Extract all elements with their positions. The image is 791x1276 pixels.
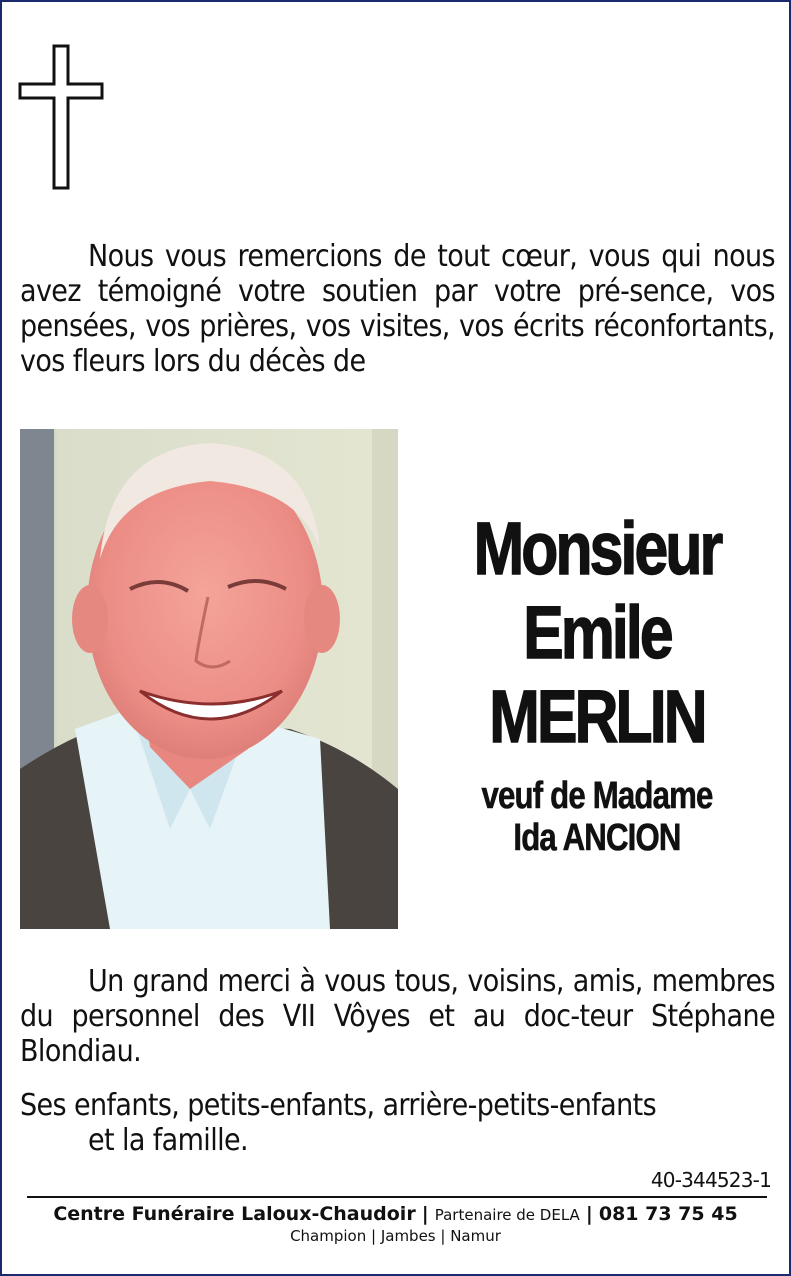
phone-number: 081 73 75 45	[598, 1203, 738, 1225]
first-name: Emile	[523, 591, 671, 674]
funeral-company: Centre Funéraire Laloux-Chaudoir	[53, 1203, 416, 1225]
family-line-1: Ses enfants, petits-enfants, arrière-petits-enfants	[20, 1088, 657, 1123]
portrait-photo	[20, 429, 398, 929]
footer-divider	[27, 1196, 767, 1198]
footer	[2, 1202, 789, 1245]
partner-text: Partenaire de DELA	[434, 1206, 580, 1224]
latin-cross-icon	[18, 44, 104, 190]
footer-locations: Champion | Jambes | Namur	[290, 1227, 501, 1245]
family-signature	[20, 1088, 775, 1158]
family-line-2: et la famille.	[88, 1123, 248, 1158]
reference-number: 40-344523-1	[650, 1168, 771, 1192]
footer-separator: |	[421, 1203, 429, 1225]
widow-line-1: veuf de Madame	[481, 775, 713, 817]
name-title: Monsieur	[473, 507, 721, 590]
thanks-paragraph: Un grand merci à vous tous, voisins, amis, membres du personnel des VII Vôyes et au doc-teur Stéphane Blondiau.	[20, 964, 775, 1069]
widow-line-2: Ida ANCION	[513, 817, 681, 859]
footer-separator: |	[585, 1203, 593, 1225]
intro-paragraph: Nous vous remercions de tout cœur, vous qui nous avez témoigné votre soutien par votre pré-sence, vos pensées, vos prières, vos visites, vos écrits réconfortants, vos fleurs lors du décès de	[20, 239, 775, 379]
deceased-name-block	[422, 507, 772, 859]
last-name: MERLIN	[489, 675, 705, 758]
